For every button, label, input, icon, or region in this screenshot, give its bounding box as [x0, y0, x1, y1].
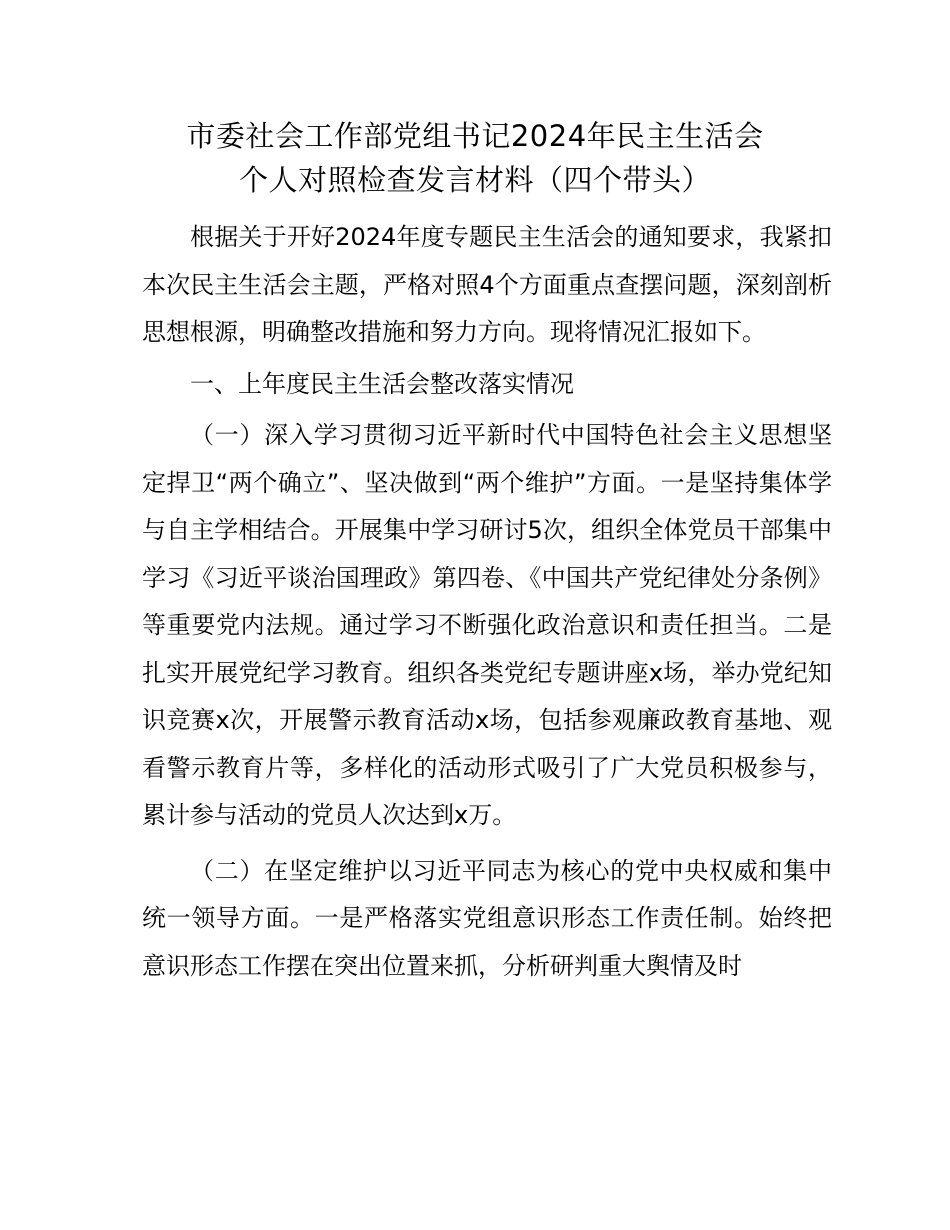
document-title-line-1: 市委社会工作部党组书记2024年民主生活会 [186, 119, 764, 153]
subsection-paragraph-1: （一）深入学习贯彻习近平新时代中国特色社会主义思想坚定捍卫“两个确立”、坚决做到“两个维护”方面。一是坚持集体学与自主学相结合。开展集中学习研讨5次，组织全体党员干部集中学习《习近平谈治国理政》第四卷、《中国共产党纪律处分条例》等重要党内法规。通过学习不断强化政治意识和责任担当。二是扎实开展党纪学习教育。组织各类党纪专题讲座x场，举办党纪知识竞赛x次，开展警示教育活动x场，包括参观廉政教育基地、观看警示教育片等，多样化的活动形式吸引了广大党员积极参与，累计参与活动的党员人次达到x万。 [142, 421, 832, 829]
document-title-line-2: 个人对照检查发言材料（四个带头） [238, 163, 711, 197]
subsection-paragraph-2: （二）在坚定维护以习近平同志为核心的党中央权威和集中统一领导方面。一是严格落实党组意识形态工作责任制。始终把意识形态工作摆在突出位置来抓，分析研判重大舆情及时 [142, 856, 832, 980]
section-heading-1: 一、上年度民主生活会整改落实情况 [190, 369, 574, 398]
intro-paragraph: 根据关于开好2024年度专题民主生活会的通知要求，我紧扣本次民主生活会主题，严格对照4个方面重点查摆问题，深刻剖析思想根源，明确整改措施和努力方向。现将情况汇报如下。 [142, 223, 832, 346]
document-body [142, 214, 832, 990]
